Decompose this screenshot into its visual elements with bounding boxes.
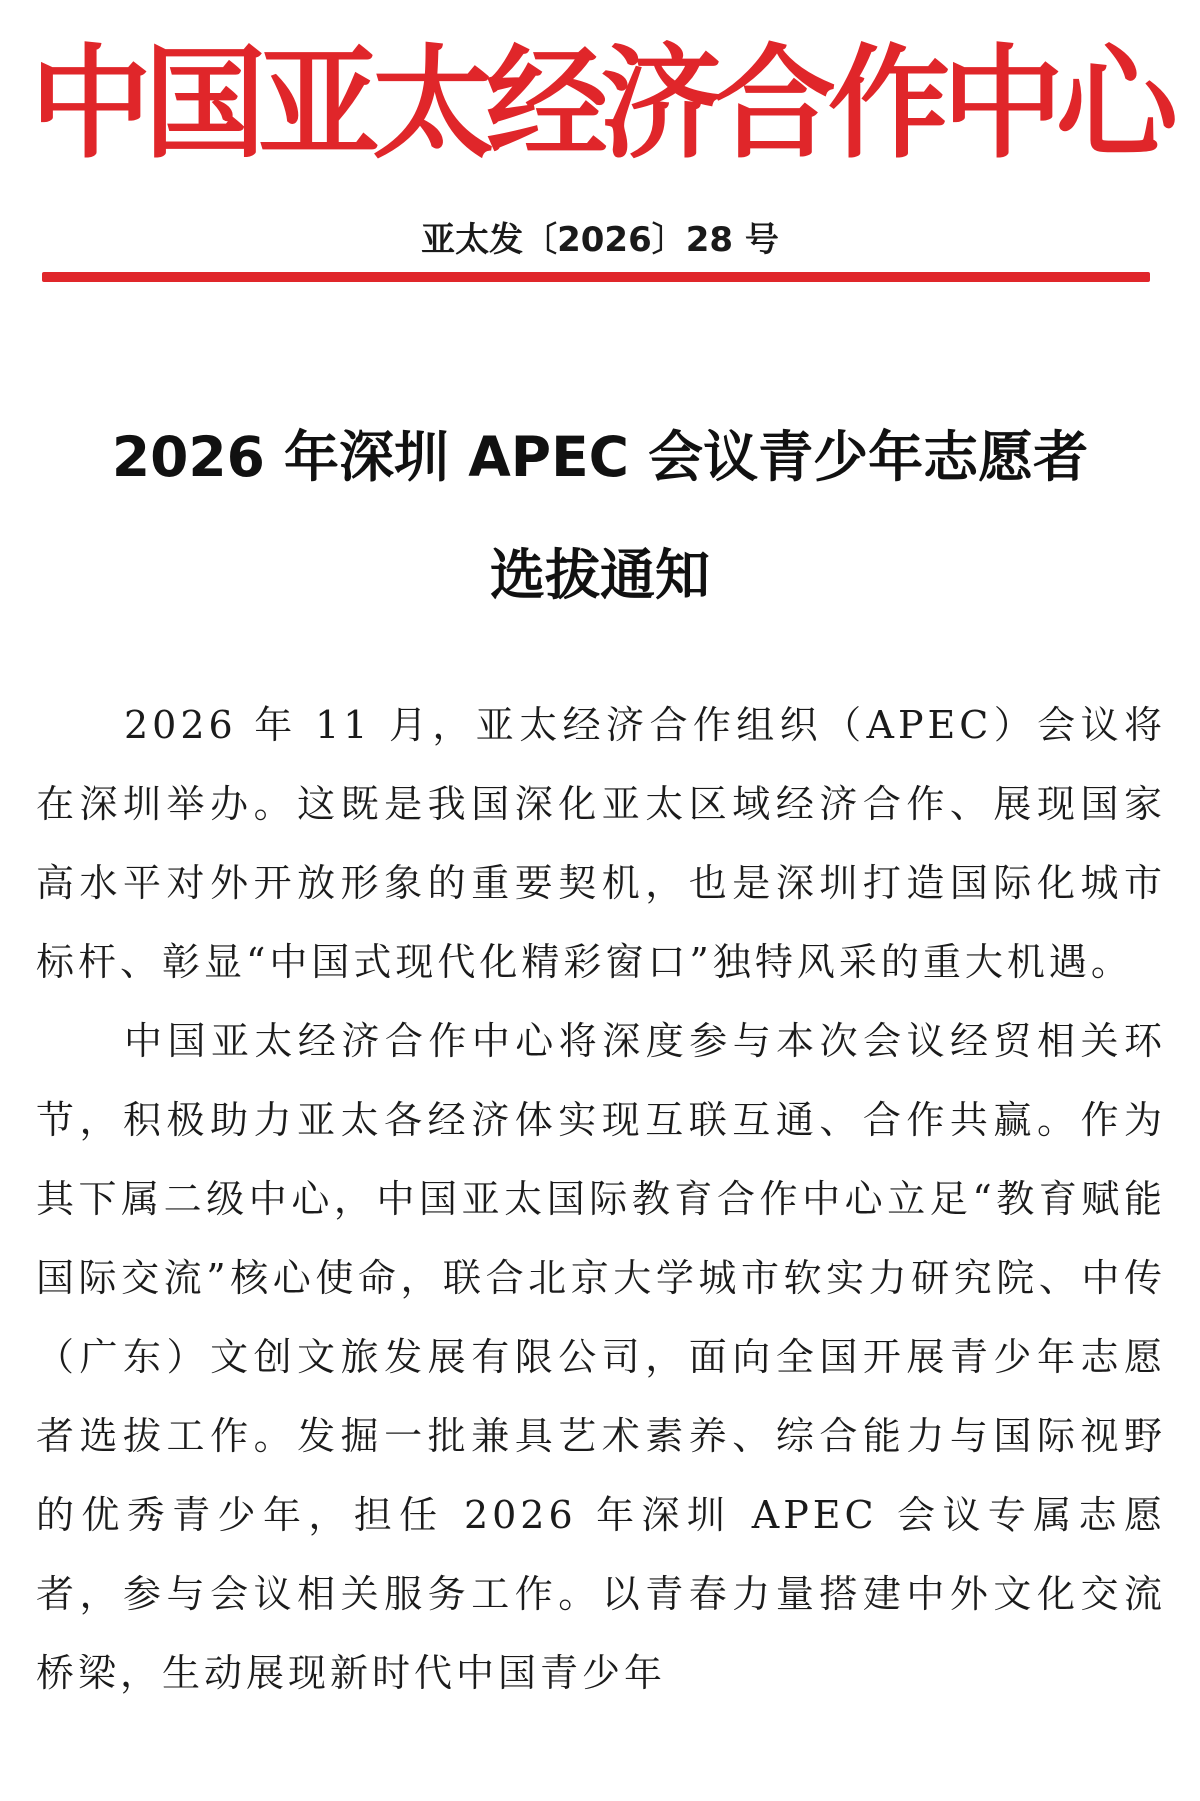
notice-title-line-1: 2026 年深圳 APEC 会议青少年志愿者 (111, 425, 1089, 489)
notice-title-line-2: 选拔通知 (489, 543, 710, 607)
notice-title (0, 398, 1200, 634)
body-paragraph-2: 中国亚太经济合作中心将深度参与本次会议经贸相关环节，积极助力亚太各经济体实现互联互通、合作共赢。作为其下属二级中心，中国亚太国际教育合作中心立足“教育赋能国际交流”核心使命，联合北京大学城市软实力研究院、中传（广东）文创文旅发展有限公司，面向全国开展青少年志愿者选拔工作。发掘一批兼具艺术素养、综合能力与国际视野的优秀青少年，担任 2026 年深圳 APEC 会议专属志愿者，参与会议相关服务工作。以青春力量搭建中外文化交流桥梁，生动展现新时代中国青少年 (36, 1019, 1166, 1695)
body-paragraph-1: 2026 年 11 月，亚太经济合作组织（APEC）会议将在深圳举办。这既是我国深化亚太区域经济合作、展现国家高水平对外开放形象的重要契机，也是深圳打造国际化城市标杆、彰显“中国式现代化精彩窗口”独特风采的重大机遇。 (36, 703, 1166, 984)
document-number: 亚太发〔2026〕28 号 (421, 220, 779, 260)
org-name-header: 中国亚太经济合作中心 (30, 31, 1170, 175)
red-header-rule (42, 272, 1150, 282)
body-text (36, 686, 1166, 1713)
